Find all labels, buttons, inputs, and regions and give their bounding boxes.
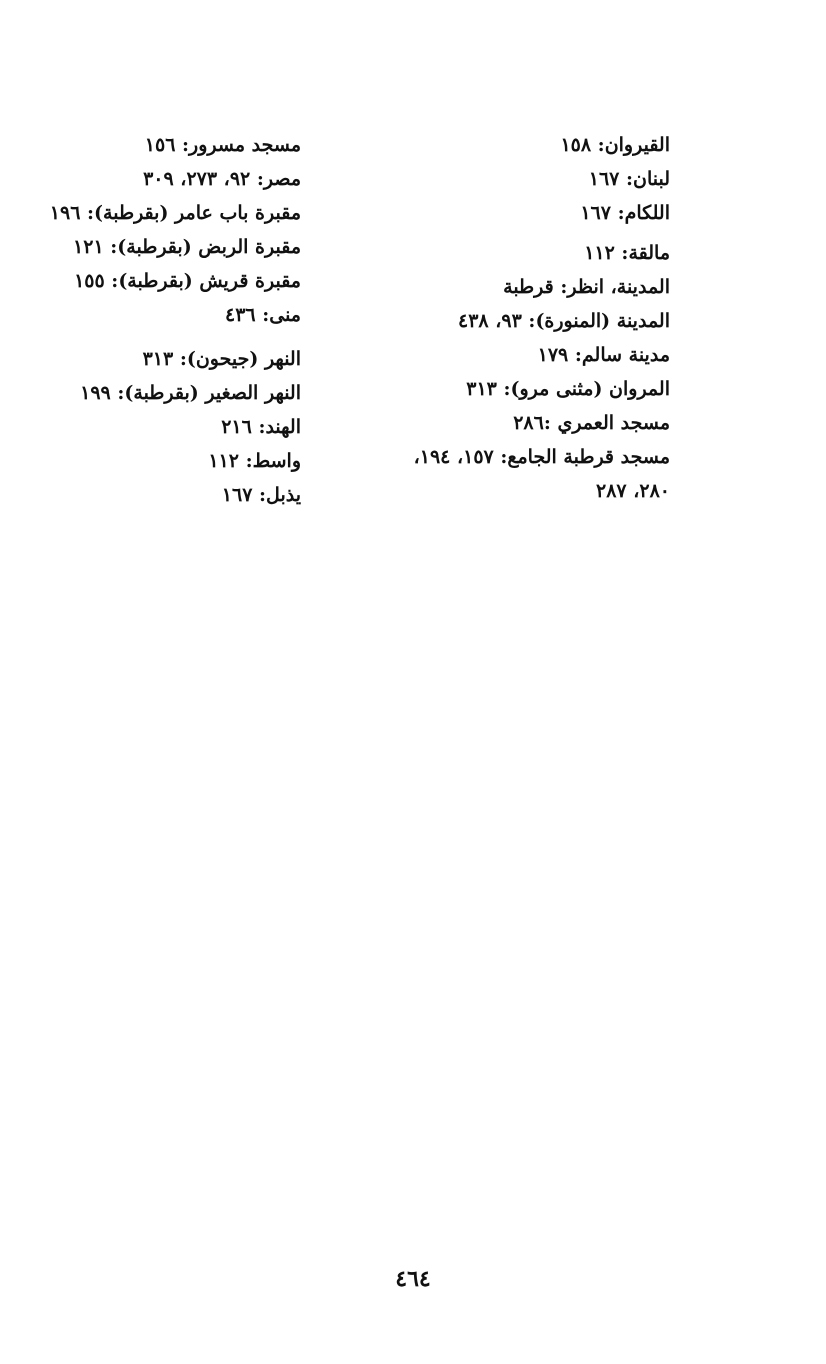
index-entry: المروان (مثنى مرو): ٣١٣ [466, 378, 670, 400]
index-entry: واسط: ١١٢ [208, 450, 301, 472]
index-entry: النهر الصغير (بقرطبة): ١٩٩ [80, 382, 301, 404]
index-entry: القيروان: ١٥٨ [560, 134, 670, 156]
index-column-right [340, 128, 670, 508]
index-entry: لبنان: ١٦٧ [588, 168, 670, 190]
index-entry: مسجد قرطبة الجامع: ١٥٧، ١٩٤، [413, 446, 670, 468]
index-entry: مسجد العمري :٢٨٦ [513, 412, 670, 434]
index-entry: المدينة (المنورة): ٩٣، ٤٣٨ [458, 310, 670, 332]
index-entry: مصر: ٩٢، ٢٧٣، ٣٠٩ [143, 168, 301, 190]
index-entry: مسجد مسرور: ١٥٦ [144, 134, 301, 156]
page-number: ٤٦٤ [395, 1266, 431, 1292]
index-entry: الهند: ٢١٦ [221, 416, 301, 438]
index-entry: منى: ٤٣٦ [224, 304, 301, 326]
index-entry: المدينة، انظر: قرطبة [503, 276, 670, 298]
index-entry: مدينة سالم: ١٧٩ [537, 344, 670, 366]
index-entry: مقبرة الربض (بقرطبة): ١٢١ [73, 236, 301, 258]
index-entry: النهر (جيحون): ٣١٣ [142, 348, 301, 370]
index-entry: يذبل: ١٦٧ [221, 484, 301, 506]
index-entry: مالقة: ١١٢ [584, 242, 670, 264]
index-column-left [11, 128, 301, 512]
index-entry-continuation: ٢٨٠، ٢٨٧ [596, 480, 670, 502]
index-entry: اللكام: ١٦٧ [580, 202, 670, 224]
index-entry: مقبرة باب عامر (بقرطبة): ١٩٦ [49, 202, 301, 224]
index-entry: مقبرة قريش (بقرطبة): ١٥٥ [74, 270, 301, 292]
